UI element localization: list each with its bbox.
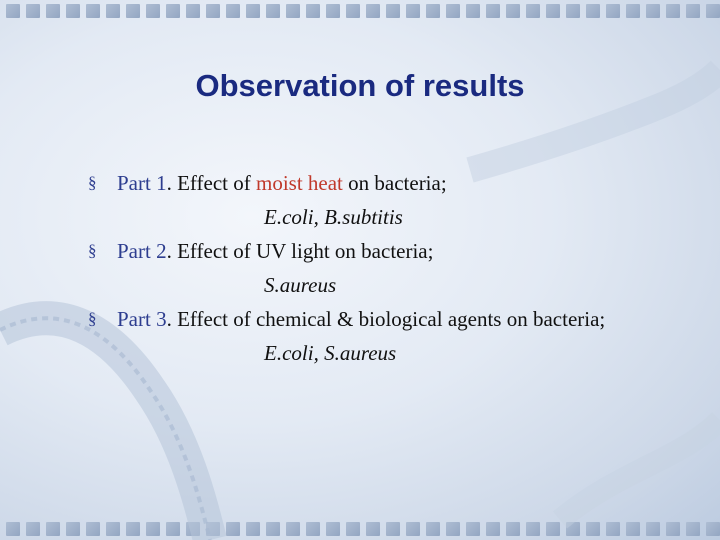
organisms: S.aureus (264, 273, 337, 297)
list-item-part-2 (88, 234, 708, 302)
bullet-icon: § (88, 241, 97, 260)
highlight-text: moist heat (255, 171, 343, 195)
part-label: Part 1 (117, 171, 167, 195)
item-text: . Effect of UV light on bacteria; (166, 239, 434, 263)
part-label: Part 3 (117, 307, 167, 331)
organisms: E.coli, S.aureus (264, 341, 397, 365)
item-text: . Effect of (166, 171, 256, 195)
list-item-part-1 (88, 166, 708, 234)
list-item-part-3 (88, 302, 708, 370)
bullet-icon: § (88, 309, 97, 328)
item-text-end: on bacteria; (342, 171, 447, 195)
part-label: Part 2 (117, 239, 167, 263)
item-heading (88, 166, 708, 200)
bullet-icon: § (88, 173, 97, 192)
slide-title: Observation of results (195, 68, 525, 103)
item-heading (88, 234, 708, 268)
bullet-list (88, 166, 708, 370)
item-text: . Effect of chemical & biological agents on bacteria; (166, 307, 606, 331)
organisms: E.coli, B.subtitis (264, 205, 403, 229)
item-heading (88, 302, 708, 336)
